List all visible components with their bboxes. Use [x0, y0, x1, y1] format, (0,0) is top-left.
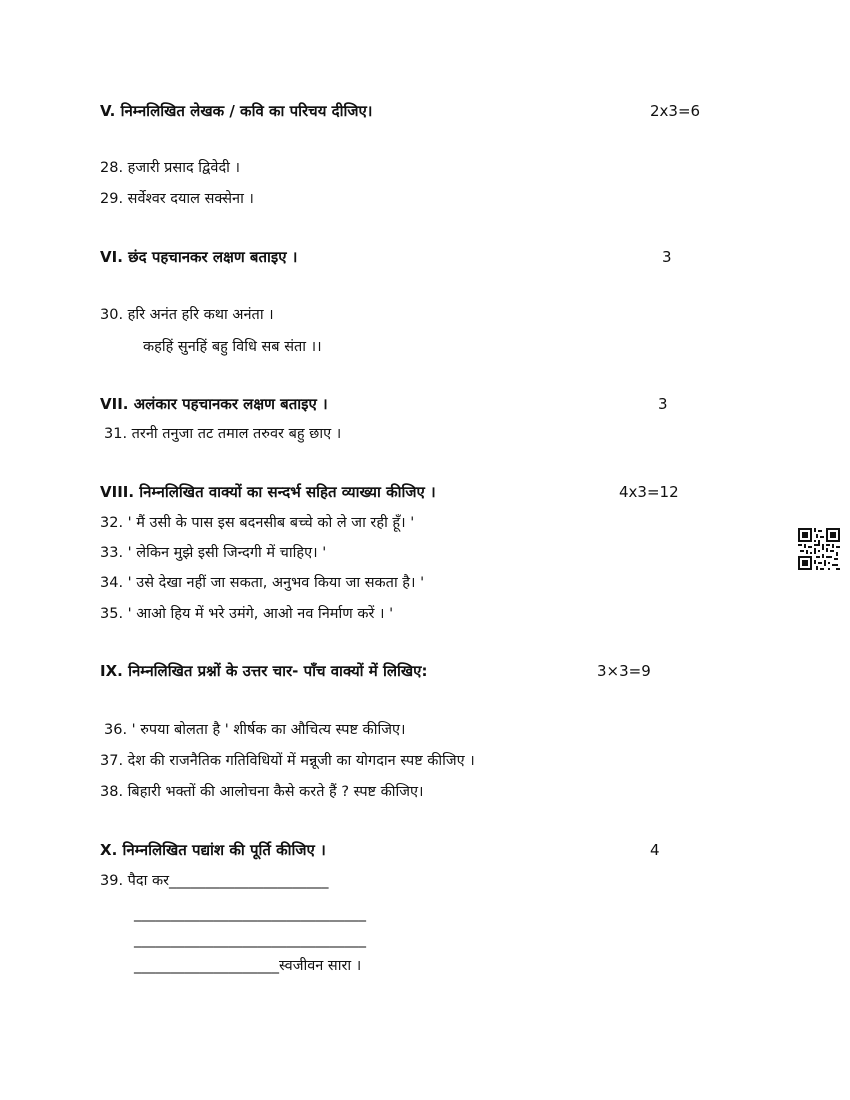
section-v-marks: 2x3=6: [650, 102, 701, 120]
question-37: 37. देश की राजनैतिक गतिविधियों में मन्नूजी का योगदान स्पष्ट कीजिए ।: [100, 753, 475, 769]
question-36: 36. ' रुपया बोलता है ' शीर्षक का औचित्य स्पष्ट कीजिए।: [104, 722, 406, 738]
question-35: 35. ' आओ हिय में भरे उमंगे, आओ नव निर्माण करें । ': [100, 606, 394, 622]
section-viii-marks: 4x3=12: [619, 483, 679, 501]
question-33: 33. ' लेकिन मुझे इसी जिन्दगी में चाहिए। ': [100, 545, 327, 561]
question-34: 34. ' उसे देखा नहीं जा सकता, अनुभव किया जा सकता है। ': [100, 575, 425, 591]
question-28: 28. हजारी प्रसाद द्विवेदी ।: [100, 160, 241, 176]
section-ix-heading: IX. निम्नलिखित प्रश्नों के उत्तर चार- पाँच वाक्यों में लिखिए:: [100, 662, 428, 680]
section-vi-marks: 3: [662, 248, 672, 266]
section-v-heading: V. निम्नलिखित लेखक / कवि का परिचय दीजिए।: [100, 102, 373, 120]
question-39-line-1: 39. पैदा कर______________________: [100, 873, 329, 889]
question-32: 32. ' मैं उसी के पास इस बदनसीब बच्चे को ले जा रही हूँ। ': [100, 515, 415, 531]
question-29: 29. सर्वेश्वर दयाल सक्सेना ।: [100, 191, 254, 207]
question-38: 38. बिहारी भक्तों की आलोचना कैसे करते हैं ? स्पष्ट कीजिए।: [100, 784, 424, 800]
question-39-line-3: ________________________________: [134, 932, 366, 948]
section-x-heading: X. निम्नलिखित पद्यांश की पूर्ति कीजिए ।: [100, 841, 326, 859]
section-viii-heading: VIII. निम्नलिखित वाक्यों का सन्दर्भ सहित व्याख्या कीजिए ।: [100, 483, 436, 501]
question-31: 31. तरनी तनुजा तट तमाल तरुवर बहु छाए ।: [104, 426, 342, 442]
section-ix-marks: 3×3=9: [597, 662, 651, 680]
section-vi-heading: VI. छंद पहचानकर लक्षण बताइए ।: [100, 248, 298, 266]
question-30-line-1: 30. हरि अनंत हरि कथा अनंता ।: [100, 307, 274, 323]
question-39-line-4: ____________________स्वजीवन सारा ।: [134, 958, 362, 974]
question-30-line-2: कहहिं सुनहिं बहु विधि सब संता ।।: [143, 339, 322, 355]
section-x-marks: 4: [650, 841, 660, 859]
question-39-line-2: ________________________________: [134, 906, 366, 922]
section-vii-marks: 3: [658, 395, 668, 413]
section-vii-heading: VII. अलंकार पहचानकर लक्षण बताइए ।: [100, 395, 328, 413]
qr-code-icon: [798, 528, 840, 570]
